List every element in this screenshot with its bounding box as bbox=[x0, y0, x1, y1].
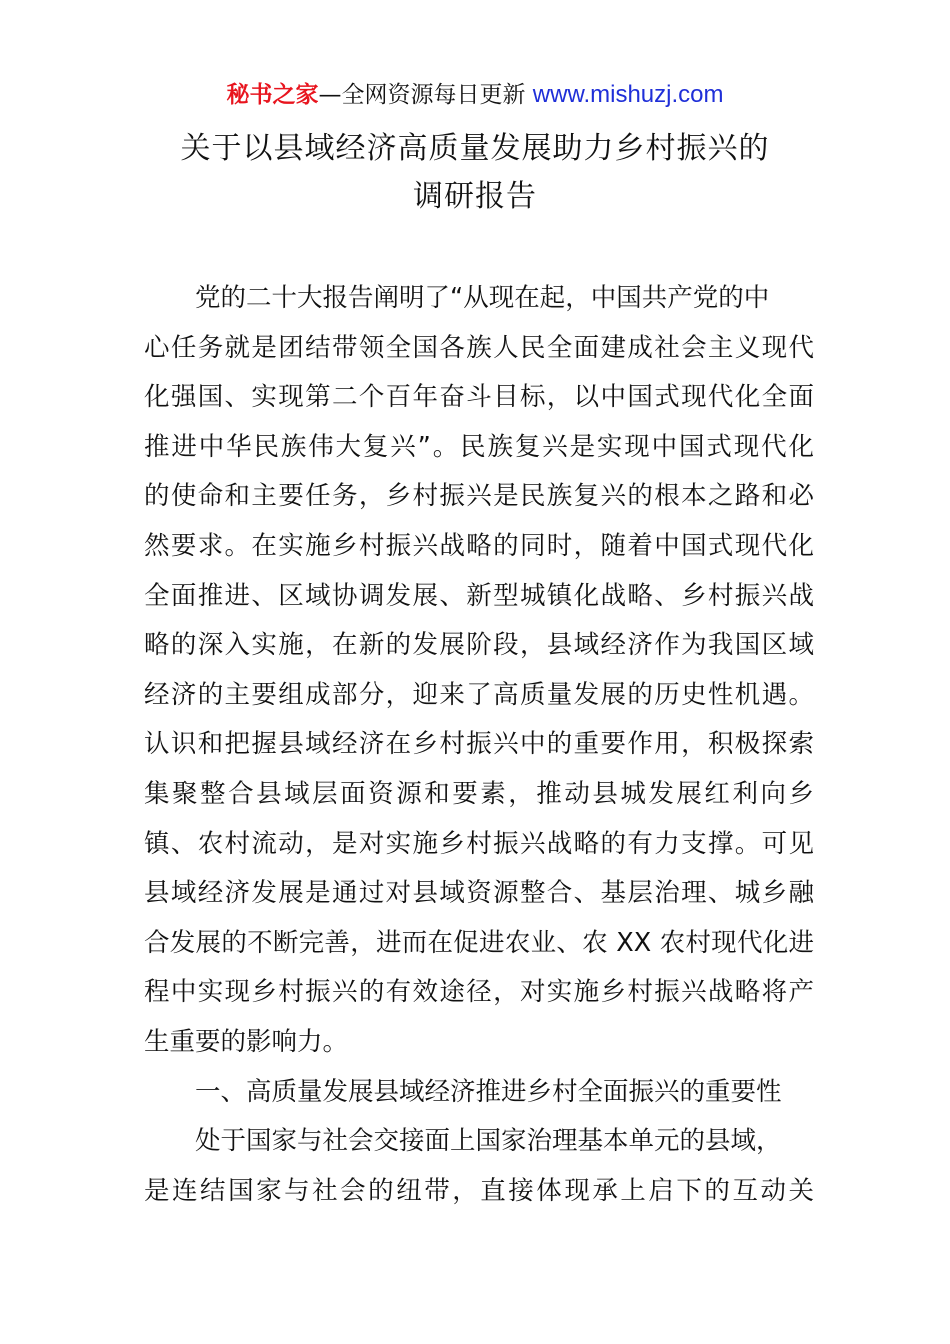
paragraph-1-line-6: 然要求。在实施乡村振兴战略的同时，随着中国式现代化 bbox=[144, 530, 814, 561]
document-body bbox=[144, 274, 814, 1216]
section-heading-1: 一、高质量发展县域经济推进乡村全面振兴的重要性 bbox=[195, 1076, 782, 1107]
document-title-line-2: 调研报告 bbox=[413, 179, 537, 214]
paragraph-1-line-4: 推进中华民族伟大复兴”。民族复兴是实现中国式现代化 bbox=[144, 431, 814, 462]
document-title-line-1: 关于以县域经济高质量发展助力乡村振兴的 bbox=[180, 131, 770, 166]
paragraph-1-line-14: 合发展的不断完善，进而在促进农业、农 XX 农村现代化进 bbox=[144, 927, 814, 958]
paragraph-1-line-7: 全面推进、区域协调发展、新型城镇化战略、乡村振兴战 bbox=[144, 580, 814, 611]
paragraph-1-line-9: 经济的主要组成部分，迎来了高质量发展的历史性机遇。 bbox=[144, 679, 814, 710]
site-url-link[interactable]: www.mishuzj.com bbox=[532, 81, 724, 108]
paragraph-1-line-15: 程中实现乡村振兴的有效途径，对实施乡村振兴战略将产 bbox=[144, 977, 814, 1008]
paragraph-2-line-2: 是连结国家与社会的纽带，直接体现承上启下的互动关 bbox=[144, 1175, 814, 1206]
paragraph-1-line-12: 镇、农村流动，是对实施乡村振兴战略的有力支撑。可见 bbox=[144, 828, 814, 859]
paragraph-1-line-16: 生重要的影响力。 bbox=[144, 1026, 349, 1057]
paragraph-1-line-5: 的使命和主要任务，乡村振兴是民族复兴的根本之路和必 bbox=[144, 481, 814, 512]
site-brand: 秘书之家 bbox=[226, 82, 319, 108]
paragraph-1-line-13: 县域经济发展是通过对县域资源整合、基层治理、城乡融 bbox=[144, 878, 814, 909]
paragraph-1-line-11: 集聚整合县域层面资源和要素，推动县城发展红利向乡 bbox=[144, 778, 814, 809]
paragraph-1-line-8: 略的深入实施，在新的发展阶段，县域经济作为我国区域 bbox=[144, 630, 814, 661]
paragraph-1-line-3: 化强国、实现第二个百年奋斗目标，以中国式现代化全面 bbox=[144, 382, 814, 413]
paragraph-1-line-10: 认识和把握县域经济在乡村振兴中的重要作用，积极探索 bbox=[144, 729, 814, 760]
paragraph-2-line-1: 处于国家与社会交接面上国家治理基本单元的县域， bbox=[195, 1126, 782, 1157]
paragraph-1-line-2: 心任务就是团结带领全国各族人民全面建成社会主义现代 bbox=[144, 332, 814, 363]
site-header bbox=[0, 78, 950, 112]
site-tagline: —全网资源每日更新 bbox=[318, 82, 533, 108]
paragraph-1-line-1: 党的二十大报告阐明了“从现在起，中国共产党的中 bbox=[195, 283, 770, 313]
